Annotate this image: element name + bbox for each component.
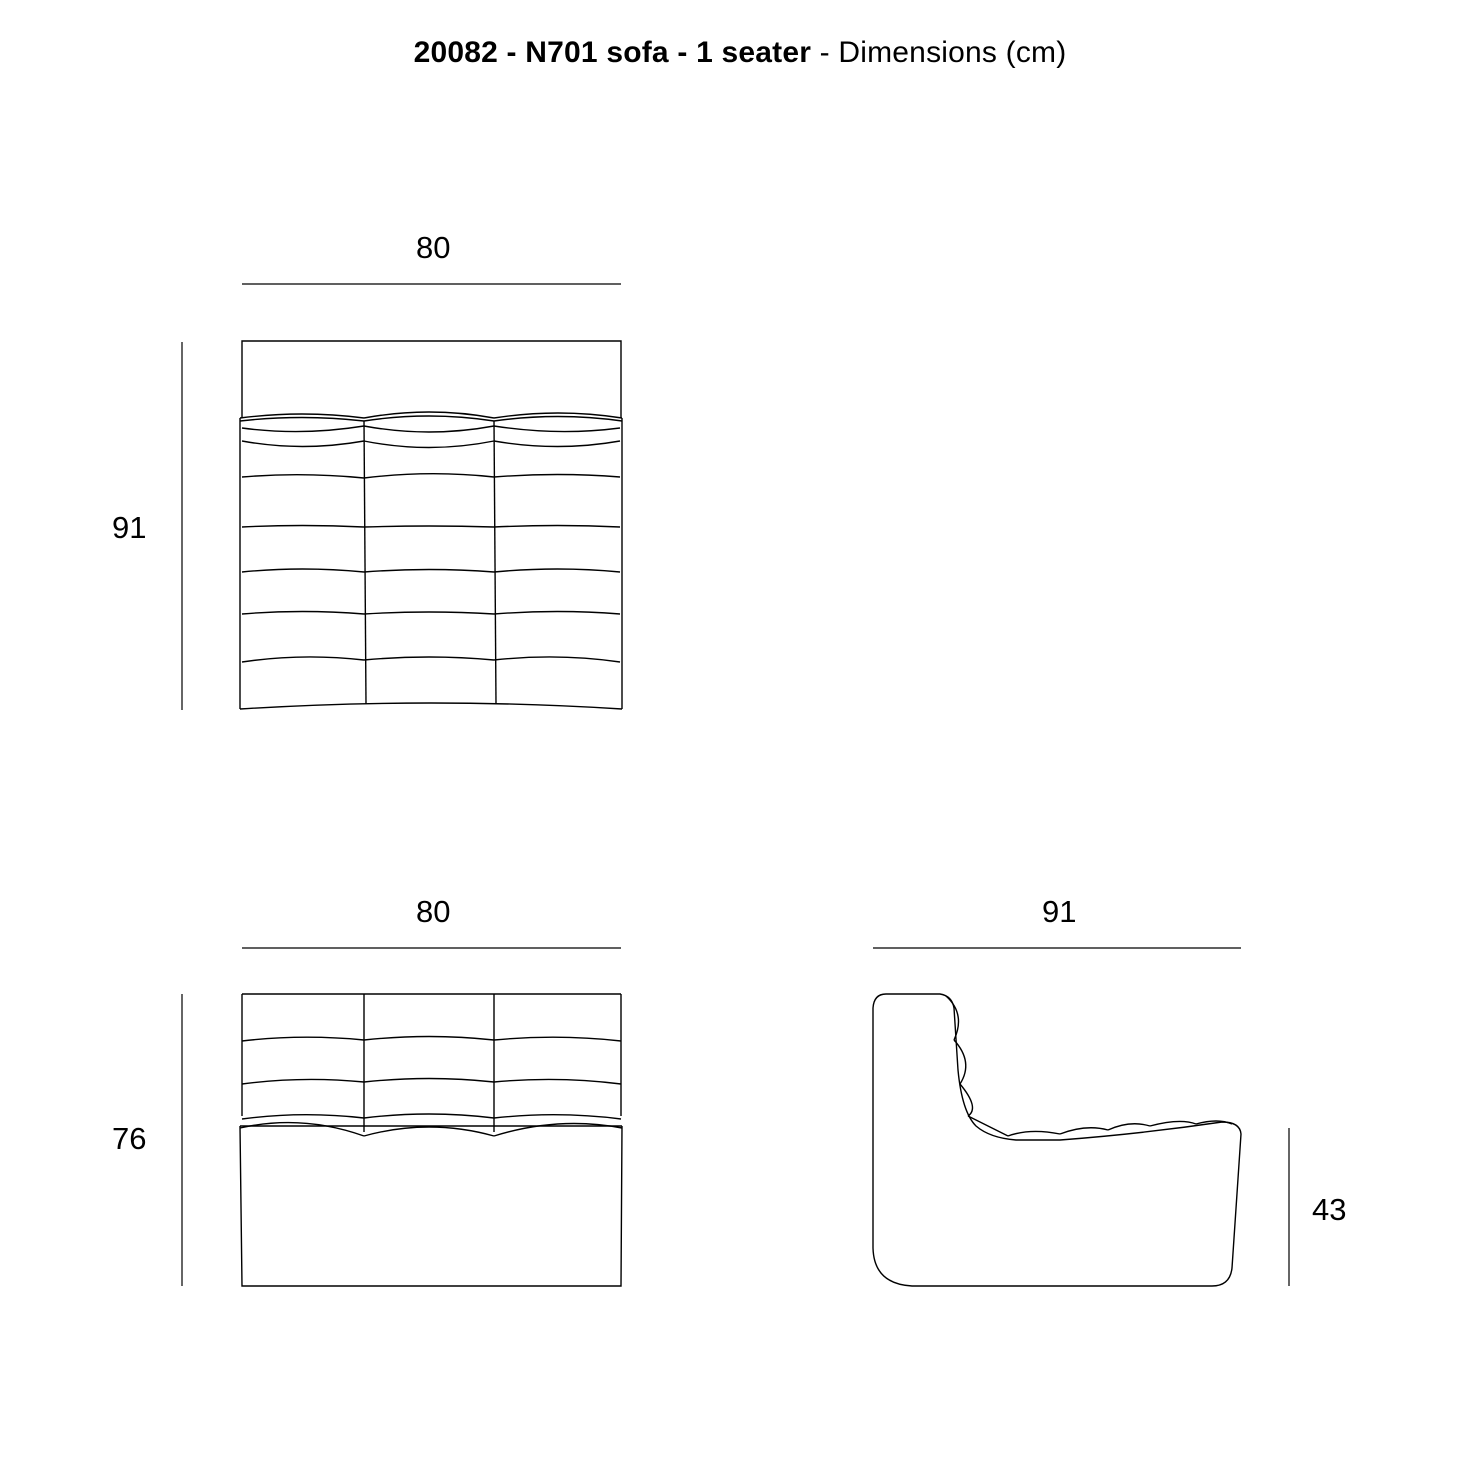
- top-view-width-label: 80: [416, 230, 451, 265]
- title-separator: -: [811, 36, 839, 69]
- side-view-depth-label: 91: [1042, 894, 1077, 929]
- title-subtitle: Dimensions (cm): [838, 36, 1067, 69]
- top-view-sofa-outline: [240, 341, 622, 709]
- top-view-depth-label: 91: [112, 510, 147, 545]
- top-view: [182, 284, 622, 710]
- front-view: [182, 948, 622, 1286]
- front-view-width-label: 80: [416, 894, 451, 929]
- front-view-sofa-outline: [240, 994, 622, 1286]
- front-view-height-label: 76: [112, 1121, 147, 1156]
- title-product: 20082 - N701 sofa - 1 seater: [413, 36, 812, 69]
- side-view: [873, 948, 1289, 1286]
- side-view-sofa-outline: [873, 994, 1241, 1286]
- side-view-seat-height-label: 43: [1312, 1192, 1347, 1227]
